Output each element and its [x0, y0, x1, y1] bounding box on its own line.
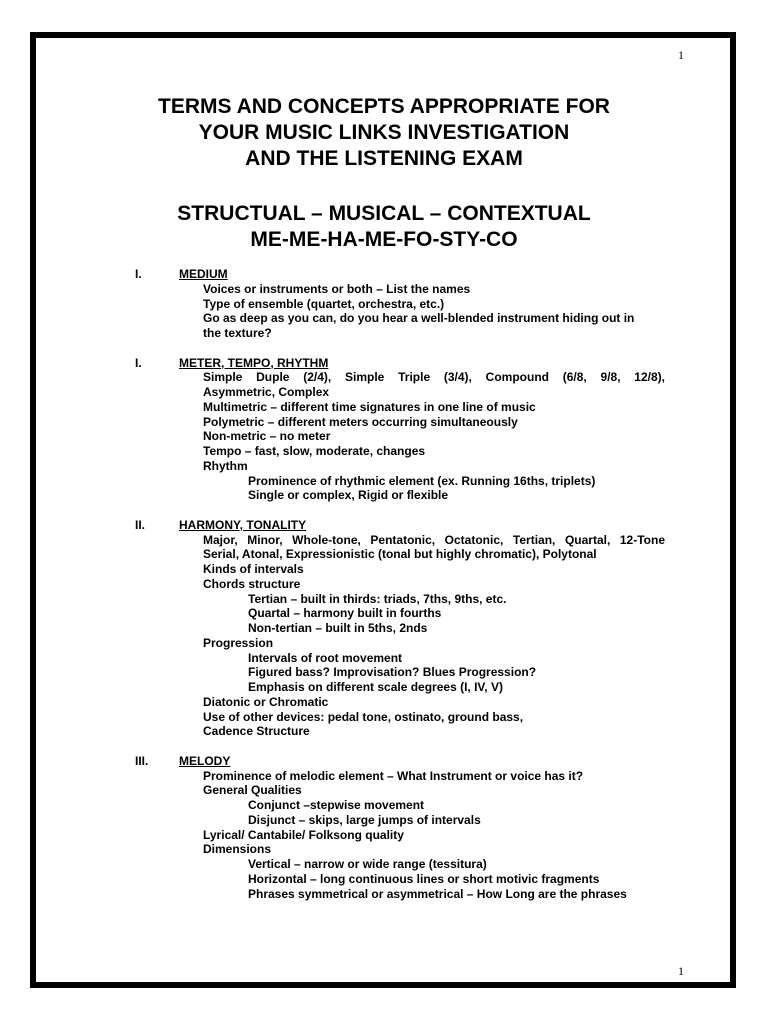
section-numeral: I. — [135, 355, 142, 370]
section-header — [135, 518, 665, 533]
list-item: the texture? — [203, 326, 272, 340]
list-item: Chords structure — [203, 576, 301, 591]
sub-item: Figured bass? Improvisation? Blues Progression? — [248, 665, 537, 680]
list-item: Cadence Structure — [203, 724, 310, 739]
sub-item: Single or complex, Rigid or flexible — [248, 488, 449, 503]
section-numeral: III. — [135, 753, 149, 768]
section-header — [135, 754, 665, 769]
document-subtitle — [0, 201, 768, 253]
list-item: Voices or instruments or both – List the names — [203, 281, 471, 296]
list-item: Tempo – fast, slow, moderate, changes — [203, 444, 426, 458]
section-heading: HARMONY, TONALITY — [179, 517, 307, 532]
sub-item: Tertian – built in thirds: triads, 7ths, 9ths, etc. — [248, 591, 507, 606]
title-line-2: YOUR MUSIC LINKS INVESTIGATION — [198, 121, 570, 144]
sub-item: Intervals of root movement — [248, 650, 403, 665]
list-item: Lyrical/ Cantabile/ Folksong quality — [203, 827, 404, 842]
outline-section — [135, 754, 665, 902]
title-line-1: TERMS AND CONCEPTS APPROPRIATE FOR — [158, 95, 610, 118]
list-item: Go as deep as you can, do you hear a well-blended instrument hiding out in — [203, 311, 635, 326]
sub-item: Prominence of rhythmic element (ex. Running 16ths, triplets) — [248, 473, 596, 488]
section-heading: METER, TEMPO, RHYTHM — [179, 355, 329, 370]
section-header — [135, 267, 665, 282]
list-item: Non-metric – no meter — [203, 429, 331, 444]
terms-outline — [135, 267, 665, 916]
list-item: General Qualities — [203, 783, 302, 798]
outline-section — [135, 267, 665, 341]
title-line-3: AND THE LISTENING EXAM — [245, 147, 523, 170]
section-heading: MEDIUM — [179, 267, 228, 281]
list-item: Type of ensemble (quartet, orchestra, etc.) — [203, 296, 445, 311]
list-item: Kinds of intervals — [203, 562, 304, 576]
list-item: Multimetric – different time signatures in one line of music — [203, 399, 536, 414]
list-item: Major, Minor, Whole-tone, Pentatonic, Octatonic, Tertian, Quartal, 12-Tone — [203, 532, 665, 547]
sub-item: Disjunct – skips, large jumps of intervals — [248, 812, 481, 827]
list-item: Diatonic or Chromatic — [203, 694, 329, 709]
sub-item: Emphasis on different scale degrees (I, IV, V) — [248, 680, 503, 694]
page-number-bottom: 1 — [678, 964, 684, 978]
section-numeral: I. — [135, 267, 142, 281]
page-number-top: 1 — [678, 48, 684, 62]
list-item: Serial, Atonal, Expressionistic (tonal but highly chromatic), Polytonal — [203, 547, 597, 562]
sub-item: Quartal – harmony built in fourths — [248, 606, 442, 621]
list-item: Dimensions — [203, 842, 272, 857]
outline-section — [135, 356, 665, 504]
sub-item: Horizontal – long continuous lines or short motivic fragments — [248, 871, 600, 886]
sub-item: Phrases symmetrical or asymmetrical – How Long are the phrases — [248, 886, 627, 901]
list-item: Rhythm — [203, 458, 248, 473]
list-item: Simple Duple (2/4), Simple Triple (3/4), Compound (6/8, 9/8, 12/8), — [203, 370, 665, 385]
section-numeral: II. — [135, 517, 146, 532]
sub-item: Non-tertian – built in 5ths, 2nds — [248, 621, 428, 635]
list-item: Progression — [203, 635, 274, 650]
list-item: Use of other devices: pedal tone, ostinato, ground bass, — [203, 709, 524, 724]
section-heading: MELODY — [179, 753, 231, 768]
list-item: Asymmetric, Complex — [203, 385, 330, 399]
subtitle-line-2: ME-ME-HA-ME-FO-STY-CO — [250, 228, 518, 251]
outline-section — [135, 518, 665, 739]
section-header — [135, 356, 665, 371]
sub-item: Conjunct –stepwise movement — [248, 798, 425, 812]
sub-item: Vertical – narrow or wide range (tessitura) — [248, 857, 487, 871]
list-item: Polymetric – different meters occurring simultaneously — [203, 414, 518, 429]
list-item: Prominence of melodic element – What Instrument or voice has it? — [203, 768, 584, 783]
document-title — [0, 94, 768, 172]
subtitle-line-1: STRUCTUAL – MUSICAL – CONTEXTUAL — [177, 202, 591, 225]
